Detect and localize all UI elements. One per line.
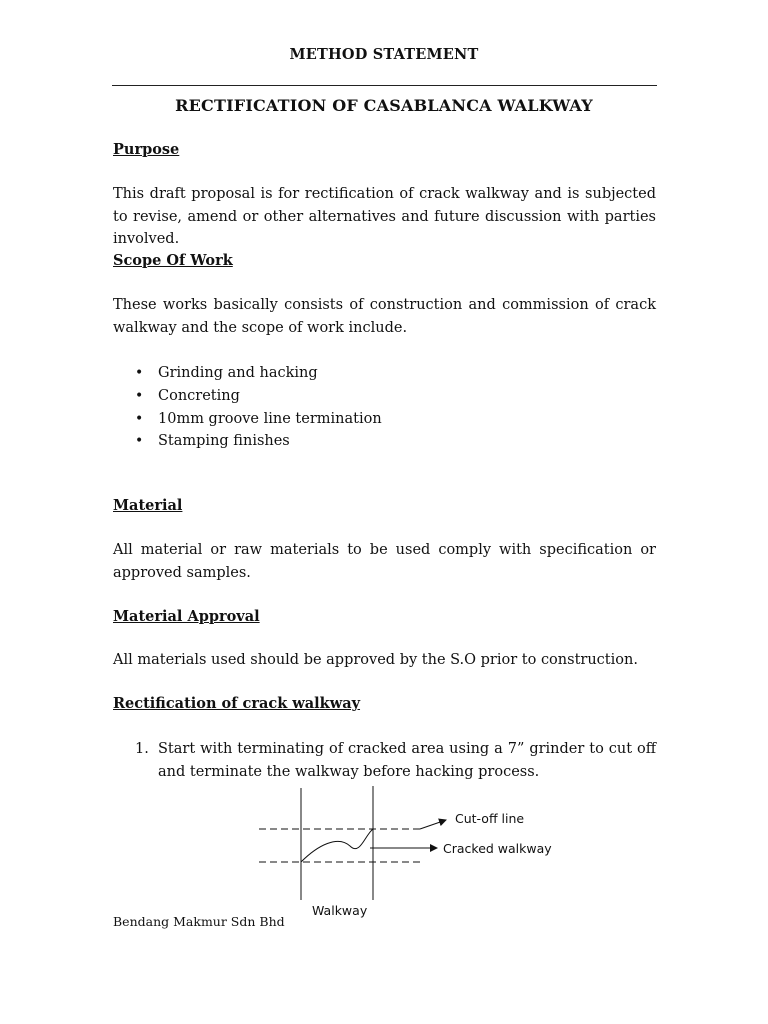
purpose-heading: Purpose [113, 141, 180, 158]
crack-curve [301, 829, 373, 862]
step-number: 1. [135, 741, 149, 757]
footer-company: Bendang Makmur Sdn Bhd [113, 914, 285, 929]
list-item: • Stamping finishes [113, 430, 382, 453]
material-text: All material or raw materials to be used comply with specification or approved samples. [113, 542, 656, 581]
list-item: • Concreting [113, 385, 382, 408]
rectification-heading: Rectification of crack walkway [113, 695, 361, 712]
purpose-text: This draft proposal is for rectification of crack walkway and is subjected to revise, amend or other alternatives and future discussion with parties involved. [113, 186, 656, 247]
scope-heading: Scope Of Work [113, 252, 233, 269]
list-item: • Grinding and hacking [113, 362, 382, 385]
walkway-label: Walkway [312, 903, 368, 918]
list-item: • 10mm groove line termination [113, 408, 382, 431]
material-approval-text: All materials used should be approved by the S.O prior to construction. [113, 652, 638, 668]
cutoff-arrow [420, 820, 446, 829]
document-title: METHOD STATEMENT [289, 46, 479, 63]
cracked-label: Cracked walkway [443, 841, 552, 856]
main-title: RECTIFICATION OF CASABLANCA WALKWAY [175, 96, 593, 115]
material-approval-heading: Material Approval [113, 608, 260, 625]
material-heading: Material [113, 497, 183, 514]
scope-text: These works basically consists of construction and commission of crack walkway and the scope of work include. [113, 297, 656, 336]
cutoff-label: Cut-off line [455, 811, 525, 826]
step-text: Start with terminating of cracked area using a 7” grinder to cut off and terminate the walkway before hacking process. [158, 741, 656, 780]
